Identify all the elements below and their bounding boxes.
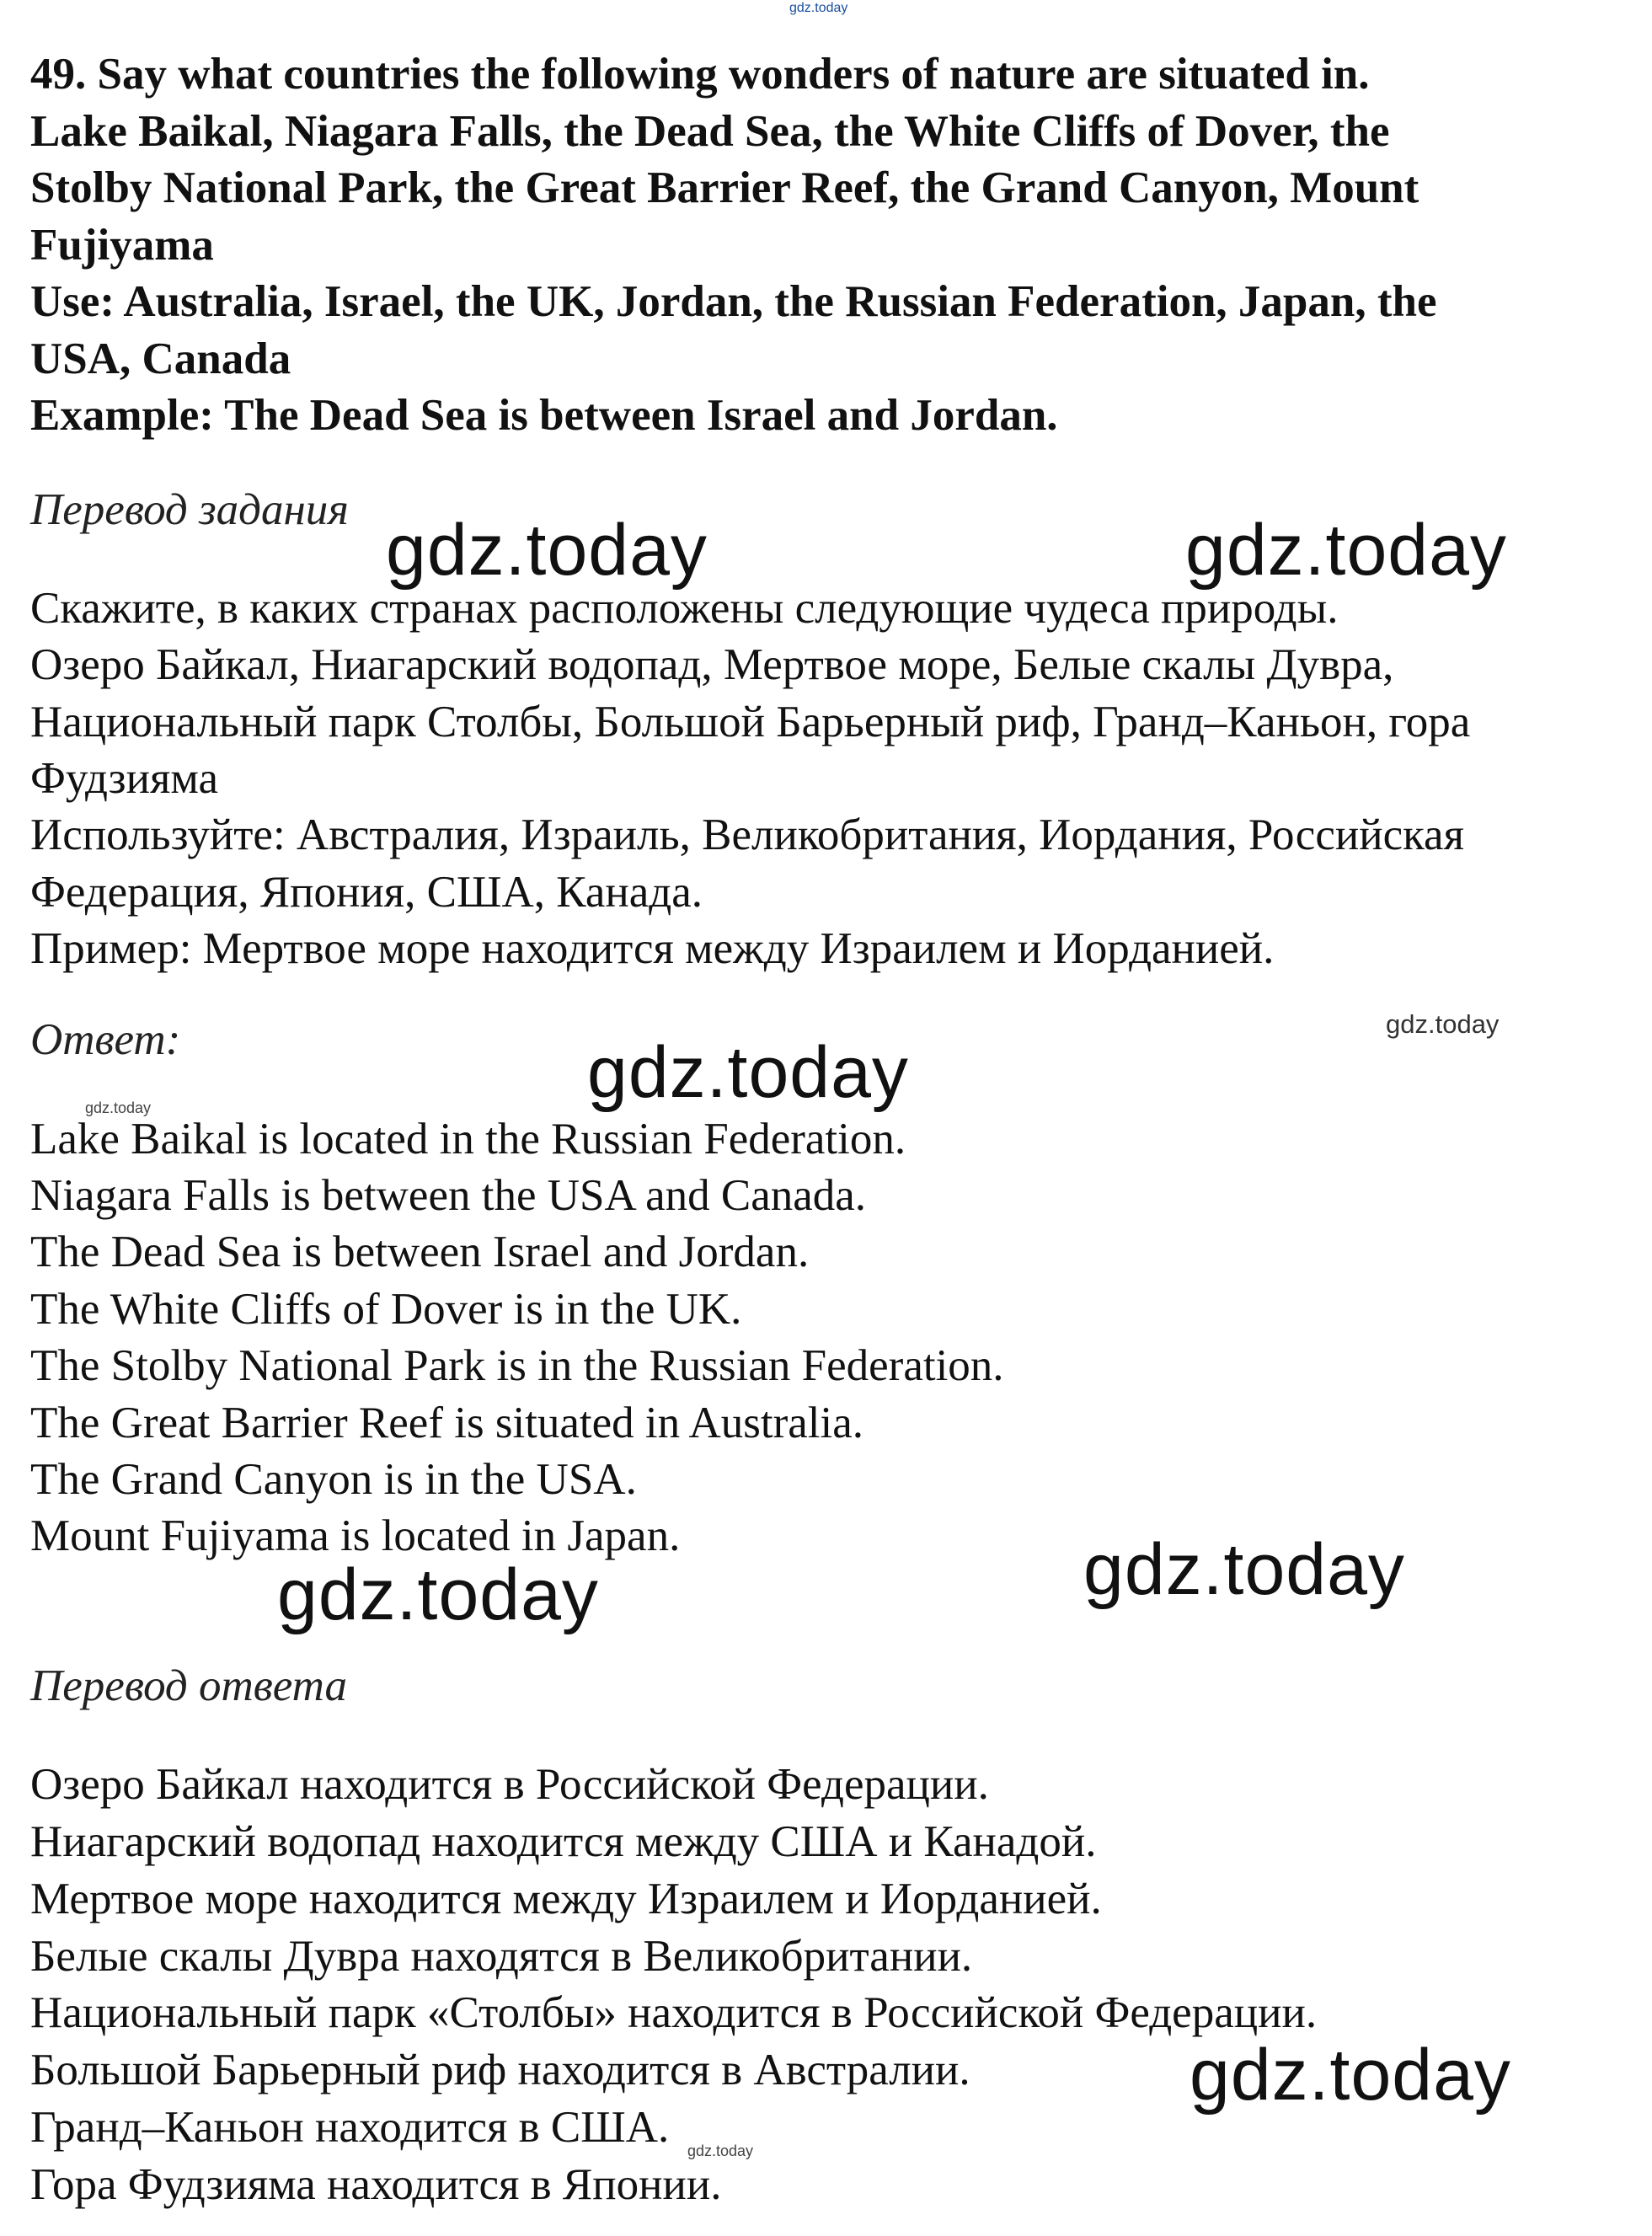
task-translation-line-3: Национальный парк Столбы, Большой Барьерный риф, Гранд–Каньон, гора [30, 698, 1471, 746]
task-line-2: Lake Baikal, Niagara Falls, the Dead Sea, the White Cliffs of Dover, the [30, 107, 1390, 156]
watermark-top: gdz.today [789, 1, 848, 15]
watermark-5: gdz.today [85, 1099, 152, 1116]
answer-line-2: Niagara Falls is between the USA and Canada. [30, 1171, 867, 1220]
task-line-4: Fujiyama [30, 221, 214, 270]
task-translation-heading: Перевод задания [30, 485, 349, 534]
task-line-6: USA, Canada [30, 334, 291, 383]
task-translation-line-6: Федерация, Япония, США, Канада. [30, 868, 703, 917]
watermark-2: gdz.today [1185, 510, 1507, 591]
watermark-7: gdz.today [1083, 1529, 1405, 1610]
answer-line-3: The Dead Sea is between Israel and Jordan. [30, 1228, 810, 1276]
task-translation-line-7: Пример: Мертвое море находится между Израилем и Иорданией. [30, 924, 1275, 973]
answer-line-4: The White Cliffs of Dover is in the UK. [30, 1285, 742, 1334]
answer-translation-line-5: Национальный парк «Столбы» находится в Российской Федерации. [30, 1988, 1318, 2037]
answer-line-8: Mount Fujiyama is located in Japan. [30, 1511, 681, 1560]
watermark-8: gdz.today [1190, 2035, 1511, 2116]
task-line-3: Stolby National Park, the Great Barrier Reef, the Grand Canyon, Mount [30, 163, 1419, 212]
answer-translation-line-4: Белые скалы Дувра находятся в Великобритании. [30, 1932, 973, 1981]
task-translation-line-1: Скажите, в каких странах расположены следующие чудеса природы. [30, 584, 1339, 633]
answer-line-7: The Grand Canyon is in the USA. [30, 1455, 637, 1504]
watermark-4: gdz.today [587, 1032, 909, 1113]
answer-line-1: Lake Baikal is located in the Russian Federation. [30, 1115, 906, 1163]
answer-line-5: The Stolby National Park is in the Russian Federation. [30, 1341, 1004, 1390]
watermark-6: gdz.today [277, 1554, 599, 1635]
answer-translation-line-7: Гранд–Каньон находится в США. [30, 2103, 670, 2152]
answer-translation-line-1: Озеро Байкал находится в Российской Федерации. [30, 1760, 989, 1809]
task-translation-line-4: Фудзияма [30, 754, 219, 803]
watermark-3: gdz.today [1386, 1009, 1500, 1039]
answer-translation-line-2: Ниагарский водопад находится между США и Канадой. [30, 1817, 1097, 1866]
answer-heading: Ответ: [30, 1015, 181, 1064]
task-line-5: Use: Australia, Israel, the UK, Jordan, the Russian Federation, Japan, the [30, 277, 1437, 326]
watermark-1: gdz.today [386, 510, 708, 591]
task-translation-line-2: Озеро Байкал, Ниагарский водопад, Мертвое море, Белые скалы Дувра, [30, 640, 1394, 689]
answer-translation-line-8: Гора Фудзияма находится в Японии. [30, 2160, 722, 2209]
answer-translation-heading: Перевод ответа [30, 1661, 348, 1710]
task-line-7: Example: The Dead Sea is between Israel and Jordan. [30, 391, 1058, 440]
answer-translation-line-3: Мертвое море находится между Израилем и Иорданией. [30, 1875, 1102, 1923]
answer-line-6: The Great Barrier Reef is situated in Australia. [30, 1399, 863, 1447]
task-line-1: 49. Say what countries the following wonders of nature are situated in. [30, 50, 1370, 99]
task-translation-line-5: Используйте: Австралия, Израиль, Великобритания, Иордания, Российская [30, 810, 1464, 859]
answer-translation-line-6: Большой Барьерный риф находится в Австралии. [30, 2046, 970, 2094]
watermark-9: gdz.today [687, 2142, 754, 2159]
